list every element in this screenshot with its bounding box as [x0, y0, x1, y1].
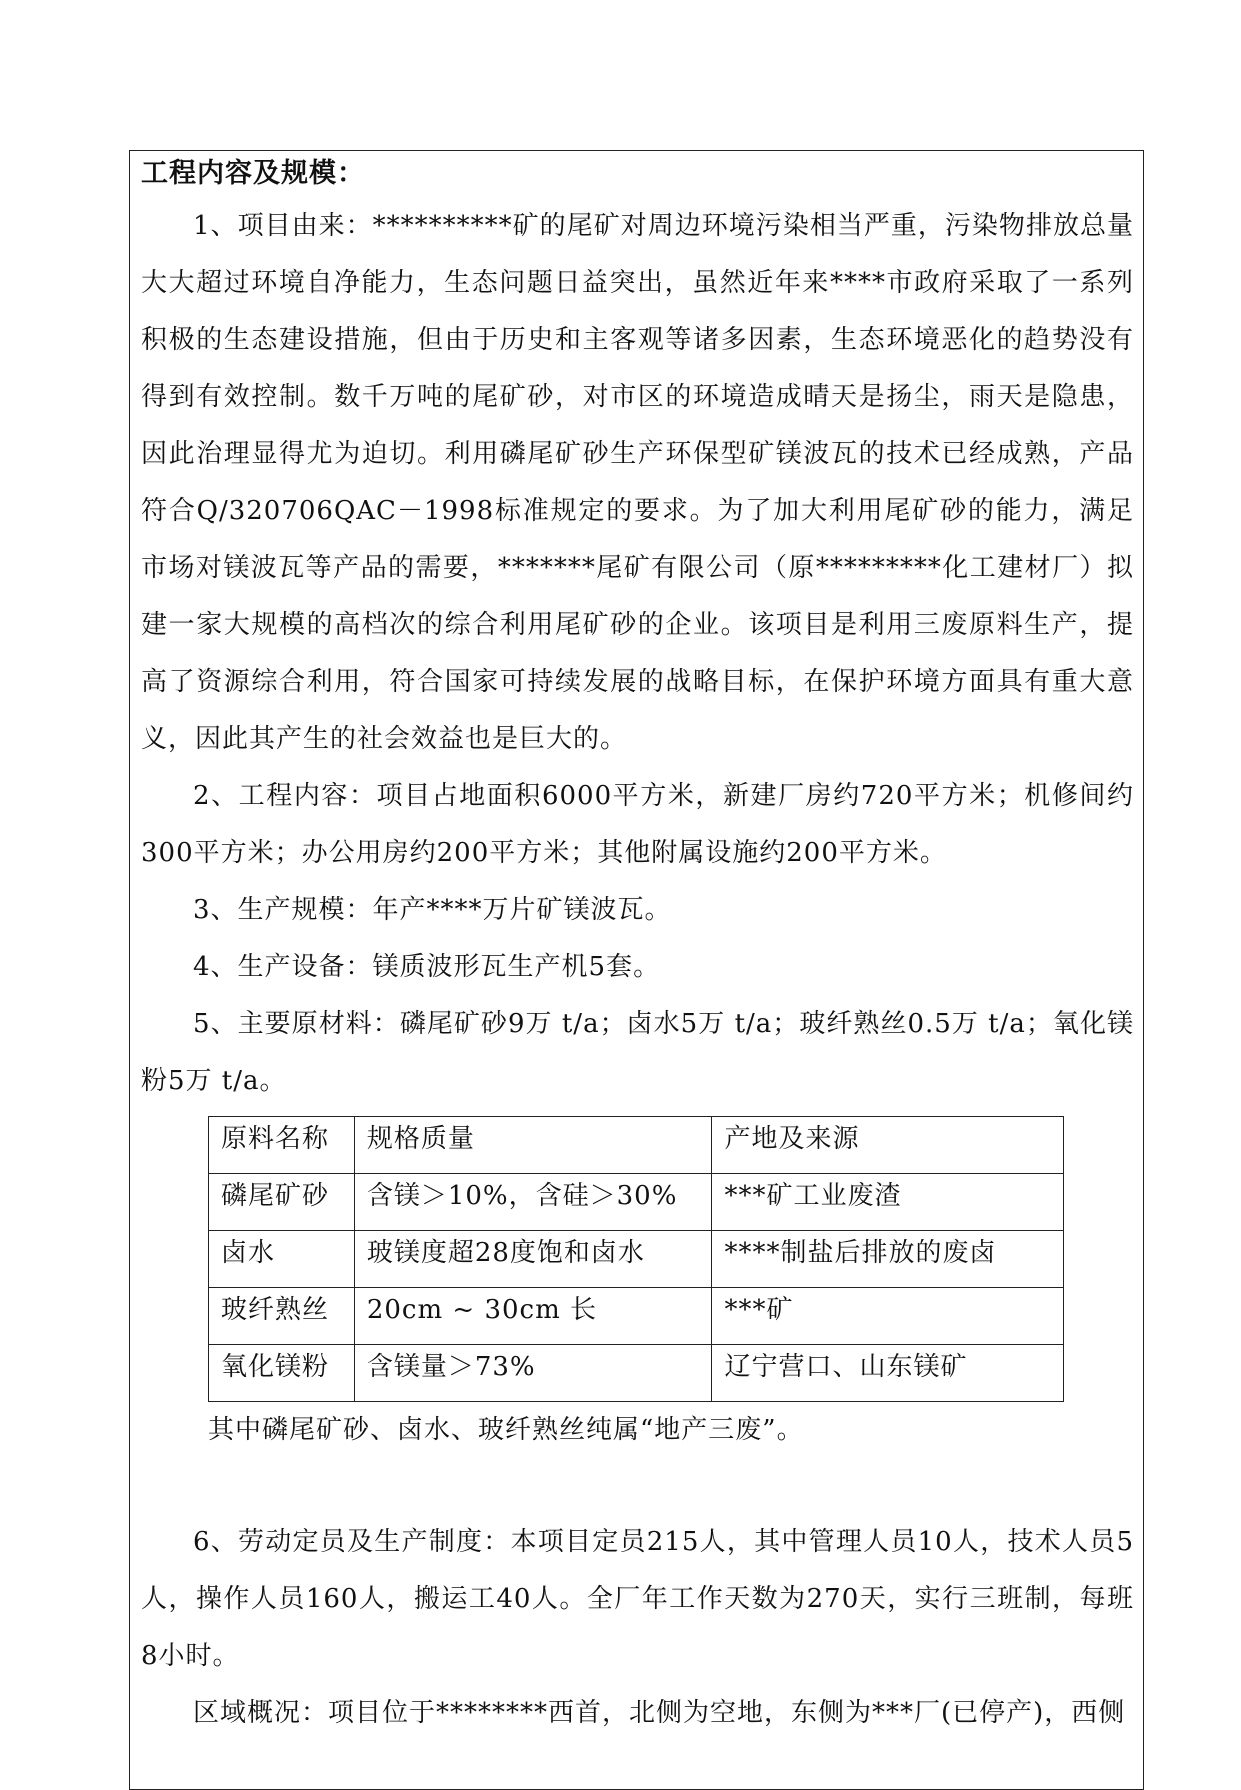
table-cell: 卤水: [209, 1231, 355, 1288]
raw-materials-table: [208, 1116, 1064, 1402]
paragraph-raw-materials: 5、主要原材料：磷尾矿砂9万 t/a；卤水5万 t/a；玻纤熟丝0.5万 t/a；氧化镁粉5万 t/a。: [141, 1009, 1134, 1096]
table-cell: 玻镁度超28度饱和卤水: [354, 1231, 712, 1288]
table-cell: 含镁量＞73%: [354, 1345, 712, 1402]
table-cell: 含镁＞10%，含硅＞30%: [354, 1174, 712, 1231]
paragraph-production-scale: 3、生产规模：年产****万片矿镁波瓦。: [193, 895, 672, 925]
table-row: [209, 1288, 1064, 1345]
table-cell: 辽宁营口、山东镁矿: [712, 1345, 1064, 1402]
blank-gap: [141, 1454, 1134, 1514]
table-header-cell: 产地及来源: [712, 1117, 1064, 1174]
table-cell: 氧化镁粉: [209, 1345, 355, 1402]
paragraph-project-origin: 1、项目由来：**********矿的尾矿对周边环境污染相当严重，污染物排放总量大大超过环境自净能力，生态问题日益突出，虽然近年来****市政府采取了一系列积极的生态建设措施，但由于历史和主客观等诸多因素，生态环境恶化的趋势没有得到有效控制。数千万吨的尾矿砂，对市区的环境造成晴天是扬尘，雨天是隐患，因此治理显得尤为迫切。利用磷尾矿砂生产环保型矿镁波瓦的技术已经成熟，产品符合Q/320706QAC－1998标准规定的要求。为了加大利用尾矿砂的能力，满足市场对镁波瓦等产品的需要，*******尾矿有限公司（原*********化工建材厂）拟建一家大规模的高档次的综合利用尾矿砂的企业。该项目是利用三废原料生产，提高了资源综合利用，符合国家可持续发展的战略目标，在保护环境方面具有重大意义，因此其产生的社会效益也是巨大的。: [141, 211, 1134, 754]
table-row: [209, 1174, 1064, 1231]
table-cell: 磷尾矿砂: [209, 1174, 355, 1231]
paragraph-regional-overview: 区域概况：项目位于********西首，北侧为空地，东侧为***厂(已停产)，西侧: [193, 1698, 1126, 1728]
table-header-cell: 规格质量: [354, 1117, 712, 1174]
table-cell: ***矿: [712, 1288, 1064, 1345]
paragraph-staffing: 6、劳动定员及生产制度：本项目定员215人，其中管理人员10人，技术人员5人，操作人员160人，搬运工40人。全厂年工作天数为270天，实行三班制，每班8小时。: [141, 1527, 1134, 1671]
table-note: 其中磷尾矿砂、卤水、玻纤熟丝纯属“地产三废”。: [208, 1415, 804, 1445]
table-cell: 20cm ~ 30cm 长: [354, 1288, 712, 1345]
table-cell: 玻纤熟丝: [209, 1288, 355, 1345]
table-row: [209, 1231, 1064, 1288]
paragraph-production-equipment: 4、生产设备：镁质波形瓦生产机5套。: [193, 952, 661, 982]
paragraph-project-content: 2、工程内容：项目占地面积6000平方米，新建厂房约720平方米；机修间约300平方米；办公用房约200平方米；其他附属设施约200平方米。: [141, 781, 1134, 868]
table-header-cell: 原料名称: [209, 1117, 355, 1174]
document-body: [141, 150, 1134, 1729]
section-heading: 工程内容及规模：: [141, 158, 365, 189]
table-cell: ****制盐后排放的废卤: [712, 1231, 1064, 1288]
table-header-row: [209, 1117, 1064, 1174]
table-row: [209, 1345, 1064, 1402]
table-cell: ***矿工业废渣: [712, 1174, 1064, 1231]
